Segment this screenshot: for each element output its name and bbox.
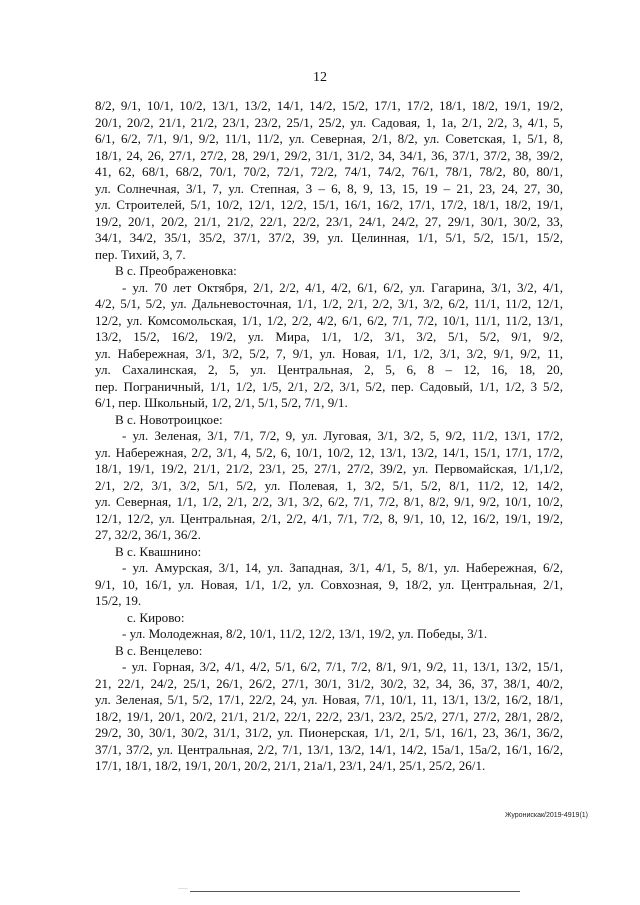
text-line: В с. Квашнино: [115,543,202,559]
text-line: ул. Набережная, 3/1, 3/2, 5/2, 7, 9/1, ул. Новая, 1/1, 1/2, 3/1, 3/2, 9/1, 9/2, 11, [95,345,563,361]
text-line: - ул. 70 лет Октября, 2/1, 2/2, 4/1, 4/2, 6/1, 6/2, ул. Гагарина, 3/1, 3/2, 4/1, [122,279,563,295]
document-body [95,98,563,775]
page-number: 12 [313,70,327,85]
text-line: В с. Преображеновка: [115,263,237,278]
footer-rule [190,891,520,892]
text-line: 8/2, 9/1, 10/1, 10/2, 13/1, 13/2, 14/1, 14/2, 15/2, 17/1, 17/2, 18/1, 18/2, 19/1, 19/2, [95,98,563,113]
text-line: 27, 32/2, 36/1, 36/2. [95,527,201,542]
text-line: 12/1, 12/2, ул. Центральная, 2/1, 2/2, 4/1, 7/1, 7/2, 8, 9/1, 10, 12, 16/2, 19/1, 19/2, [95,510,563,526]
text-line: 17/1, 18/1, 18/2, 19/1, 20/1, 20/2, 21/1, 21а/1, 23/1, 24/1, 25/1, 25/2, 26/1. [95,758,486,773]
text-line: 29/2, 30, 30/1, 30/2, 31/1, 31/2, ул. Пионерская, 1/1, 2/1, 5/1, 16/1, 23, 36/1, 36/2, [95,725,563,740]
text-line: - ул. Горная, 3/2, 4/1, 4/2, 5/1, 6/2, 7/1, 7/2, 8/1, 9/1, 9/2, 11, 13/1, 13/2, 15/1, [122,659,563,674]
text-line: 41, 62, 68/1, 68/2, 70/1, 70/2, 72/1, 72/2, 74/1, 74/2, 76/1, 78/1, 78/2, 80, 80/1, [95,164,563,179]
text-line: 18/2, 19/1, 20/1, 20/2, 21/1, 21/2, 22/1, 22/2, 23/1, 23/2, 25/2, 27/1, 27/2, 28/1, 28/2, [95,708,563,724]
text-line: - ул. Амурская, 3/1, 14, ул. Западная, 3/1, 4/1, 5, 8/1, ул. Набережная, 6/2, [122,560,563,575]
text-line: ул. Солнечная, 3/1, 7, ул. Степная, 3 – 6, 8, 9, 13, 15, 19 – 21, 23, 24, 27, 30, [95,180,563,196]
text-line: ул. Набережная, 2/2, 3/1, 4, 5/2, 6, 10/1, 10/2, 12, 13/1, 13/2, 14/1, 15/1, 17/1, 17/2, [95,444,563,460]
text-line: 34/1, 34/2, 35/1, 35/2, 37/1, 37/2, 39, ул. Целинная, 1/1, 5/1, 5/2, 15/1, 15/2, [95,230,563,245]
text-line: 12/2, ул. Комсомольская, 1/1, 1/2, 2/2, 4/2, 6/1, 6/2, 7/1, 7/2, 10/1, 11/1, 11/2, 13/1, [95,312,563,328]
text-line: пер. Тихий, 3, 7. [95,246,186,262]
text-line: В с. Новотроицкое: [115,411,223,427]
text-line: пер. Пограничный, 1/1, 1/2, 1/5, 2/1, 2/2, 3/1, 5/2, пер. Садовый, 1/1, 1/2, 3 5/2, [95,378,563,394]
text-line: 13/2, 15/2, 16/2, 19/2, ул. Мира, 1/1, 1/2, 3/1, 3/2, 5/1, 5/2, 9/1, 9/2, [95,329,563,344]
document-code: Журонискак/2019-4919(1) [504,812,588,819]
text-line: 37/1, 37/2, ул. Центральная, 2/2, 7/1, 13/1, 13/2, 14/1, 14/2, 15а/1, 15а/2, 16/1, 16/2, [95,741,563,757]
text-line: 21, 22/1, 24/2, 25/1, 26/1, 26/2, 27/1, 30/1, 31/2, 30/2, 32, 34, 36, 37, 38/1, 40/2, [95,675,563,691]
text-line: 6/1, 6/2, 7/1, 9/1, 9/2, 11/1, 11/2, ул. Северная, 2/1, 8/2, ул. Советская, 1, 5/1, 8, [95,131,563,146]
text-line: ул. Сахалинская, 2, 5, ул. Центральная, 2, 5, 6, 8 – 12, 16, 18, 20, [95,362,563,377]
text-line: 15/2, 19. [95,593,142,608]
text-line: - ул. Молодежная, 8/2, 10/1, 11/2, 12/2, 13/1, 19/2, ул. Победы, 3/1. [122,626,488,641]
text-line: 18/1, 24, 26, 27/1, 27/2, 28, 29/1, 29/2, 31/1, 31/2, 34, 34/1, 36, 37/1, 37/2, 38, 39/2, [95,147,563,163]
text-line: 2/1, 2/2, 3/1, 3/2, 5/1, 5/2, ул. Полевая, 1, 3/2, 5/1, 5/2, 8/1, 11/2, 12, 14/2, [95,477,563,493]
footer-dots: ····· [178,886,188,892]
text-line: 20/1, 20/2, 21/1, 21/2, 23/1, 23/2, 25/1, 25/2, ул. Садовая, 1, 1а, 2/1, 2/2, 3, 4/1, 5, [95,114,563,130]
text-line: 4/2, 5/1, 5/2, ул. Дальневосточная, 1/1, 1/2, 2/1, 2/2, 3/1, 3/2, 6/2, 11/1, 11/2, 12/1, [95,296,563,311]
text-line: - ул. Зеленая, 3/1, 7/1, 7/2, 9, ул. Луговая, 3/1, 3/2, 5, 9/2, 11/2, 13/1, 17/2, [122,428,563,443]
text-line: ул. Зеленая, 5/1, 5/2, 17/1, 22/2, 24, ул. Новая, 7/1, 10/1, 11, 13/1, 13/2, 16/2, 18/1, [95,692,563,707]
text-line: 18/1, 19/1, 19/2, 21/1, 21/2, 23/1, 25, 27/1, 27/2, 39/2, ул. Первомайская, 1/1,1/2, [95,461,563,476]
text-line: В с. Венцелево: [115,642,203,658]
text-line: ул. Северная, 1/1, 1/2, 2/1, 2/2, 3/1, 3/2, 6/2, 7/1, 7/2, 8/1, 8/2, 9/1, 9/2, 10/1, 10/2, [95,494,563,509]
text-line: 6/1, пер. Школьный, 1/2, 2/1, 5/1, 5/2, 7/1, 9/1. [95,395,348,410]
text-line: 19/2, 20/1, 20/2, 21/1, 21/2, 22/1, 22/2, 23/1, 24/1, 24/2, 27, 29/1, 30/1, 30/2, 33, [95,213,563,229]
text-line: ул. Строителей, 5/1, 10/2, 12/1, 12/2, 15/1, 16/1, 16/2, 17/1, 17/2, 18/1, 18/2, 19/1, [95,197,563,212]
text-line: 9/1, 10, 16/1, ул. Новая, 1/1, 1/2, ул. Совхозная, 9, 18/2, ул. Центральная, 2/1, [95,576,563,592]
text-line: с. Кирово: [127,609,185,625]
